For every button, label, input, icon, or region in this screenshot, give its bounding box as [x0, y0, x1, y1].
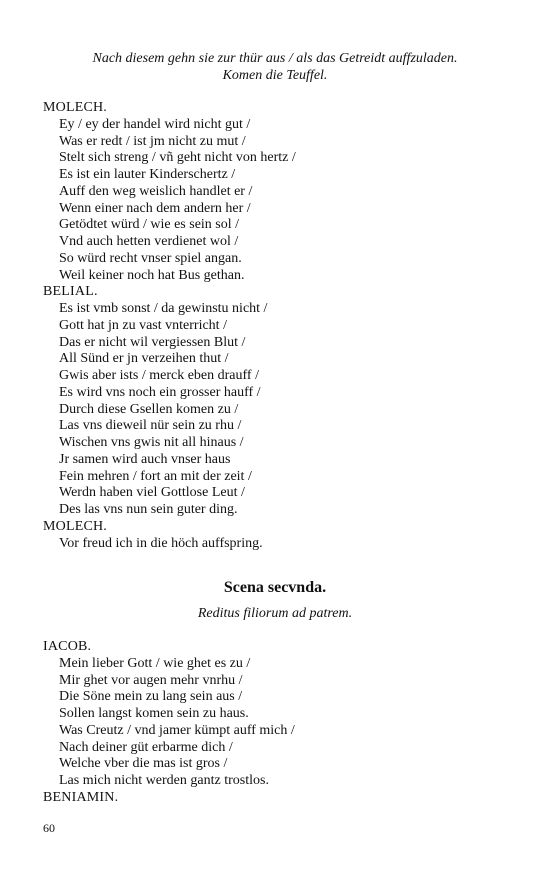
verse-line: Getödtet würd / wie es sein sol /: [59, 217, 240, 233]
verse-line: Es ist vmb sonst / da gewinstu nicht /: [59, 301, 268, 316]
verse-line: Des las vns nun sein guter ding.: [59, 502, 238, 517]
stage-direction: [0, 50, 550, 84]
speaker-name: BENIAMIN.: [43, 789, 119, 805]
verse-line: Wischen vns gwis nit all hinaus /: [59, 435, 244, 450]
verse-line: Welche vber die mas ist gros /: [59, 756, 228, 772]
verse-line: All Sünd er jn verzeihen thut /: [59, 351, 229, 367]
speaker-name: MOLECH.: [43, 100, 108, 115]
verse-line: Mein lieber Gott / wie ghet es zu /: [59, 655, 251, 671]
verse-line: Fein mehren / fort an mit der zeit /: [59, 468, 252, 484]
verse-line: Gott hat jn zu vast vnterricht /: [59, 317, 227, 333]
verse-line: Die Söne mein zu lang sein aus /: [59, 689, 243, 705]
verse-line: Sollen langst komen sein zu haus.: [59, 706, 249, 721]
verse-line: Durch diese Gsellen komen zu /: [59, 401, 239, 417]
speaker-name: MOLECH.: [43, 518, 108, 534]
stage-direction-line-1: Nach diesem gehn sie zur thür aus / als das Getreidt auffzuladen.: [92, 51, 458, 66]
stage-direction-line-2: Komen die Teuffel.: [222, 68, 328, 83]
verse-line: Wenn einer nach dem andern her /: [59, 200, 251, 216]
page-number: 60: [43, 821, 55, 835]
verse-line: Las mich nicht werden gantz trostlos.: [59, 773, 269, 788]
verse-line: Mir ghet vor augen mehr vnrhu /: [59, 672, 243, 688]
verse-line: Werdn haben viel Gottlose Leut /: [59, 485, 245, 501]
scene-title: Scena secvnda.: [223, 579, 327, 596]
verse-line: So würd recht vnser spiel angan.: [59, 250, 242, 266]
dialogue-block-2: [43, 639, 523, 807]
verse-line: Das er nicht wil vergiessen Blut /: [59, 334, 246, 350]
verse-line: Gwis aber ists / merck eben drauff /: [59, 368, 259, 383]
verse-line: Was er redt / ist jm nicht zu mut /: [59, 133, 246, 149]
verse-line: Auff den weg weislich handlet er /: [59, 183, 253, 199]
verse-line: Las vns dieweil nür sein zu rhu /: [59, 418, 242, 434]
verse-line: Nach deiner güt erbarme dich /: [59, 739, 233, 755]
verse-line: Weil keiner noch hat Bus gethan.: [59, 267, 245, 283]
scene-subtitle: Reditus filiorum ad patrem.: [197, 606, 353, 621]
verse-line: Was Creutz / vnd jamer kümpt auff mich /: [59, 722, 295, 738]
verse-line: Ey / ey der handel wird nicht gut /: [59, 116, 251, 132]
verse-line: Vor freud ich in die höch auffspring.: [59, 535, 263, 551]
verse-line: Stelt sich streng / vñ geht nicht von hertz /: [59, 150, 296, 166]
speaker-name: IACOB.: [43, 639, 92, 654]
verse-line: Es ist ein lauter Kinderschertz /: [59, 167, 236, 182]
verse-line: Vnd auch hetten verdienet wol /: [59, 234, 239, 249]
verse-line: Jr samen wird auch vnser haus: [59, 451, 231, 467]
verse-line: Es wird vns noch ein grosser hauff /: [59, 384, 261, 400]
dialogue-block-1: [43, 100, 523, 552]
speaker-name: BELIAL.: [43, 284, 98, 300]
